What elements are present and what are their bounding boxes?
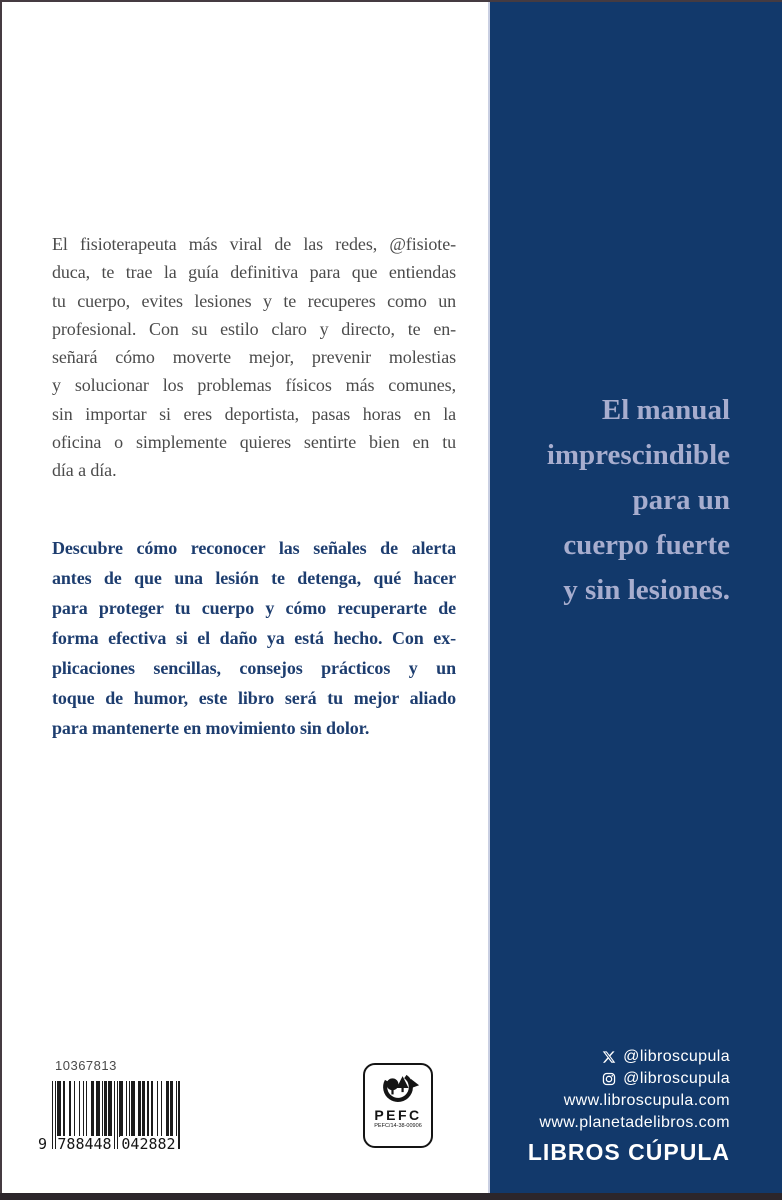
text-line: antes de que una lesión te detenga, qué hacer	[52, 567, 456, 588]
text-line: día a día.	[52, 460, 117, 481]
ean13-barcode	[38, 1081, 181, 1153]
synopsis-paragraph-1	[52, 230, 456, 485]
social-x-row	[528, 1046, 730, 1068]
text-line: forma efectiva si el daño ya está hecho. Con ex-	[52, 627, 456, 648]
social-handle[interactable]: @libroscupula	[623, 1048, 730, 1065]
internal-code: 10367813	[55, 1058, 117, 1073]
text-line: El fisioterapeuta más viral de las redes, @fisiote-	[52, 234, 456, 254]
text-line: duca, te trae la guía definitiva para que entiendas	[52, 262, 456, 283]
pefc-certification-code: PEFC/14-38-00906	[374, 1123, 422, 1129]
pefc-logo	[363, 1063, 433, 1148]
website-row	[528, 1112, 730, 1134]
barcode-block	[38, 1058, 181, 1153]
barcode-digits-right: 042882	[121, 1135, 176, 1153]
pefc-label: PEFC	[374, 1107, 422, 1123]
text-line: para mantenerte en movimiento sin dolor.	[52, 717, 370, 738]
tagline	[547, 388, 730, 613]
text-line: plicaciones sencillas, consejos prácticos y un	[52, 657, 456, 678]
page-edge-left	[0, 0, 2, 1200]
synopsis-paragraph-2	[52, 533, 456, 743]
social-instagram-row	[528, 1068, 730, 1090]
right-navy-panel	[488, 0, 782, 1200]
publisher-logo: LIBROS CÚPULA	[527, 1139, 730, 1165]
barcode-module	[178, 1081, 179, 1149]
page-edge-bottom	[0, 1193, 782, 1200]
tagline-line: para un	[632, 484, 730, 516]
text-line: profesional. Con su estilo claro y directo, te en-	[52, 318, 456, 339]
text-line: para proteger tu cuerpo y cómo recuperarte de	[52, 597, 456, 618]
tagline-line: cuerpo fuerte	[563, 529, 730, 561]
text-line: y solucionar los problemas físicos más comunes,	[52, 375, 456, 396]
website-row	[528, 1090, 730, 1112]
publisher-block	[528, 1046, 730, 1166]
website-url[interactable]: www.planetadelibros.com	[539, 1114, 730, 1131]
text-line: sin importar si eres deportista, pasas horas en la	[52, 403, 456, 424]
website-url[interactable]: www.libroscupula.com	[563, 1092, 730, 1109]
tagline-line: imprescindible	[546, 439, 730, 471]
pefc-trees-icon	[376, 1069, 420, 1107]
tagline-line: El manual	[601, 394, 730, 426]
instagram-icon	[602, 1072, 616, 1086]
text-line: toque de humor, este libro será tu mejor aliado	[52, 687, 456, 708]
barcode-digit-first: 9	[38, 1135, 48, 1153]
text-line: Descubre cómo reconocer las señales de alerta	[52, 537, 456, 558]
text-line: oficina o simplemente quieres sentirte bien en tu	[52, 432, 456, 453]
social-handle[interactable]: @libroscupula	[623, 1070, 730, 1087]
x-twitter-icon	[602, 1050, 616, 1064]
barcode-digits-left: 788448	[57, 1135, 112, 1153]
text-line: tu cuerpo, evites lesiones y te recuperes como un	[52, 290, 456, 311]
page-edge-top	[0, 0, 782, 2]
synopsis	[52, 230, 456, 743]
tagline-line: y sin lesiones.	[563, 574, 730, 606]
text-line: señará cómo moverte mejor, prevenir molestias	[52, 347, 456, 368]
